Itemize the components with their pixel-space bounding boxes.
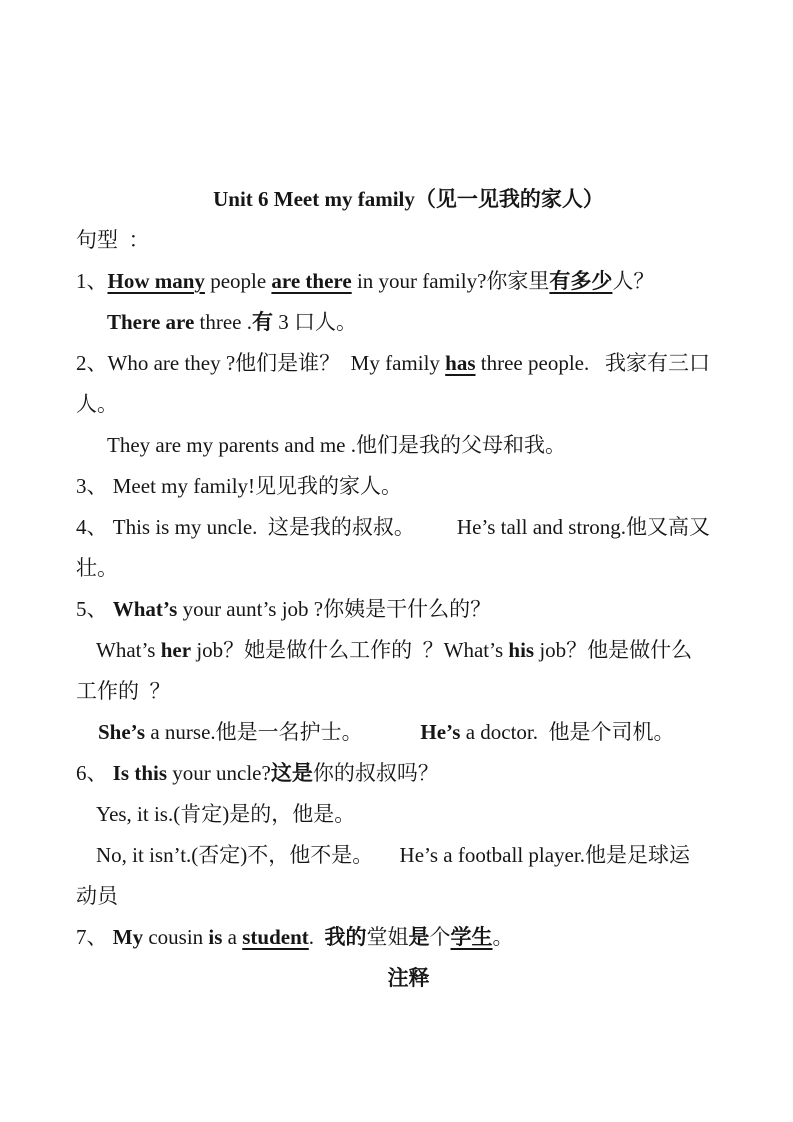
text-run: 动员 [76, 884, 118, 908]
text-run: . [308, 925, 325, 949]
text-run: 3 口人。 [273, 310, 358, 334]
item-7-sentence [76, 917, 741, 958]
text-run: 6、 [76, 761, 113, 785]
text-run: 有 [252, 310, 274, 334]
text-run: a [222, 925, 243, 949]
text-run: job？他是做什么 [534, 638, 693, 662]
text-run: 我的 [324, 925, 367, 949]
text-run: They are my parents and me .他们是我的父母和我。 [107, 433, 566, 457]
notes-heading [76, 958, 741, 999]
item-6-answer-no [76, 835, 741, 876]
text-run: Yes, it is.(肯定)是的，他是。 [96, 802, 356, 826]
item-6-answer-yes [76, 794, 741, 835]
text-run: 2、Who are they ?他们是谁？ My family [76, 351, 446, 375]
text-run: Is this [112, 761, 168, 785]
item-5-line-2 [76, 630, 741, 671]
text-run: What’s [96, 638, 161, 662]
text-run: 你的叔叔吗？ [312, 761, 439, 785]
text-run: her [160, 638, 192, 662]
text-run: He’s [420, 720, 461, 744]
text-run: 。 [492, 925, 514, 949]
text-run: She’s [98, 720, 146, 744]
text-run: What’s [112, 597, 178, 621]
item-5-line-3 [76, 671, 741, 712]
item-4-line-2 [76, 548, 741, 589]
text-run: your aunt’s job ?你姨是干什么的？ [177, 597, 492, 621]
item-4-line-1 [76, 507, 741, 548]
text-run: 是 [408, 925, 430, 949]
text-run: a doctor. 他是个司机。 [460, 720, 675, 744]
section-label-sentence-patterns [76, 220, 741, 261]
text-run: 个 [429, 925, 451, 949]
text-run: has [445, 351, 476, 375]
text-run: three people. 我家有三口 [475, 351, 710, 375]
item-2-answer [76, 425, 741, 466]
text-run: 这是 [270, 761, 313, 785]
item-3-sentence [76, 466, 741, 507]
text-run: is [208, 925, 223, 949]
text-run: in your family?你家里 [351, 269, 550, 293]
text-run: 堂姐 [366, 925, 409, 949]
text-run: cousin [143, 925, 209, 949]
text-run: 7、 [76, 925, 113, 949]
text-run: 注释 [387, 966, 430, 990]
text-run: My [112, 925, 144, 949]
text-run: 学生 [450, 925, 493, 949]
text-run: student [242, 925, 309, 949]
text-run: 人。 [76, 392, 118, 416]
item-1-question [76, 261, 741, 302]
item-5-question [76, 589, 741, 630]
text-run: Unit 6 Meet my family（见一见我的家人） [213, 187, 604, 211]
item-2-line-1 [76, 343, 741, 384]
text-run: No, it isn’t.(否定)不，他不是。 He’s a football player.他是足球运 [96, 843, 690, 867]
text-run: 有多少 [549, 269, 613, 293]
item-2-line-2 [76, 384, 741, 425]
item-1-answer [76, 302, 741, 343]
text-run: 壮。 [76, 556, 118, 580]
text-run: 3、 Meet my family!见见我的家人。 [76, 474, 403, 498]
item-6-question [76, 753, 741, 794]
text-run: your uncle? [167, 761, 271, 785]
text-run: 工作的 ？ [76, 679, 171, 703]
text-run: three . [194, 310, 253, 334]
text-run: How many [107, 269, 205, 293]
item-5-answers [76, 712, 741, 753]
text-run: 1、 [76, 269, 108, 293]
text-run: his [508, 638, 535, 662]
text-run: people [204, 269, 272, 293]
text-run: 人？ [612, 269, 655, 293]
item-6-answer-no-cont [76, 876, 741, 917]
text-run: job？她是做什么工作的 ？What’s [191, 638, 509, 662]
text-run: are there [271, 269, 352, 293]
text-run: There are [107, 310, 195, 334]
text-run: 4、 This is my uncle. 这是我的叔叔。 He’s tall and strong.他又高又 [76, 515, 711, 539]
text-run: a nurse.他是一名护士。 [145, 720, 421, 744]
text-run: 句型 ： [76, 228, 150, 252]
document-title [76, 179, 741, 220]
text-run: 5、 [76, 597, 113, 621]
